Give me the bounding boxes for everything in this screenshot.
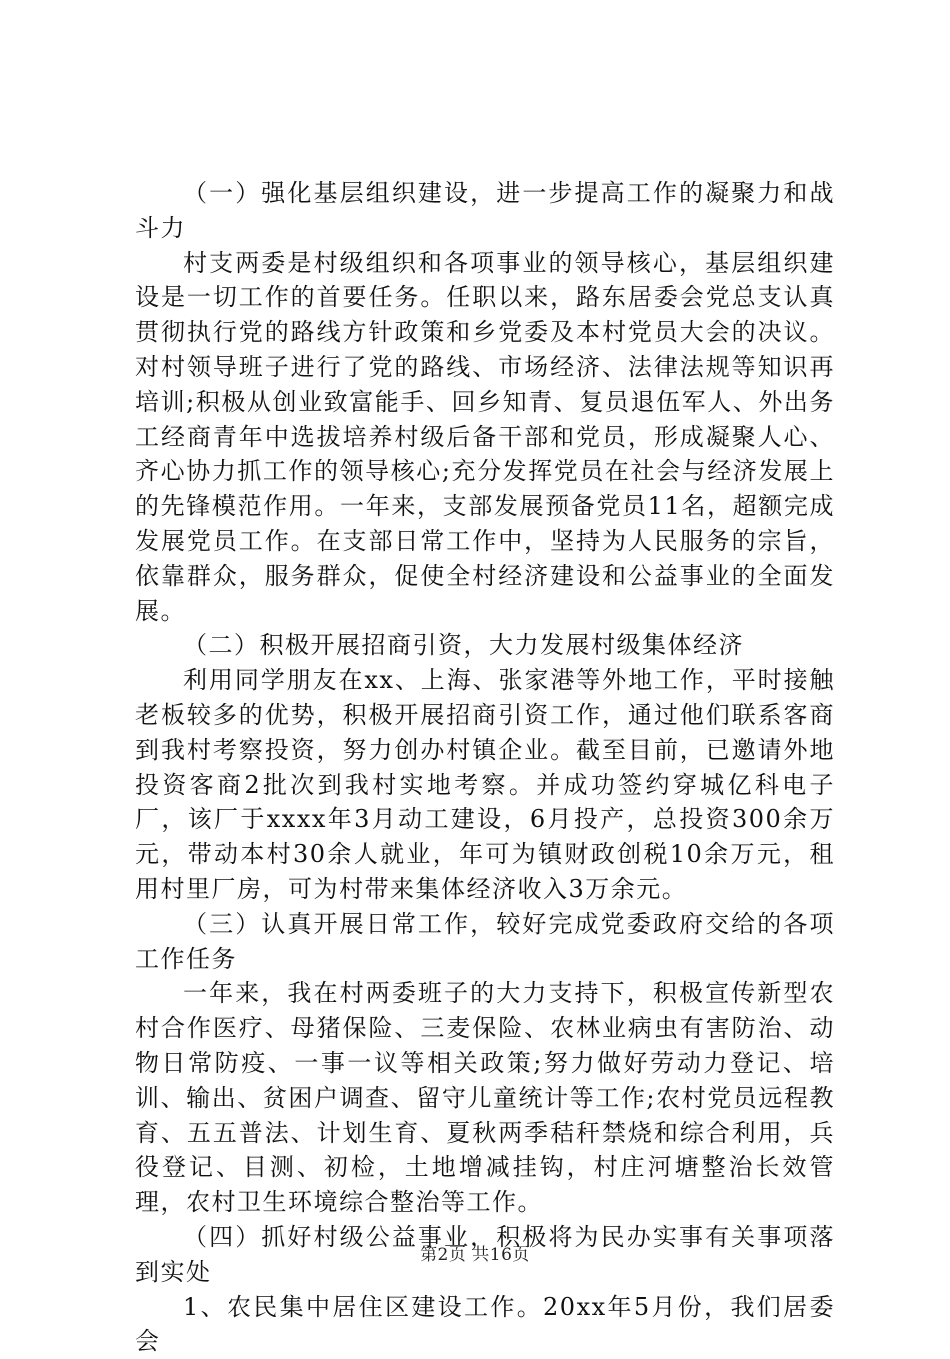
section-4-heading: （四）抓好村级公益事业，积极将为民办实事有关事项落到实处 xyxy=(135,1220,835,1290)
section-2-heading: （二）积极开展招商引资，大力发展村级集体经济 xyxy=(135,628,835,663)
section-2-paragraph: 利用同学朋友在xx、上海、张家港等外地工作，平时接触老板较多的优势，积极开展招商引资工作，通过他们联系客商到我村考察投资，努力创办村镇企业。截至目前，已邀请外地投资客商2批次到我村实地考察。并成功签约穿城亿科电子厂，该厂于xxxx年3月动工建设，6月投产，总投资300余万元，带动本村30余人就业，年可为镇财政创税10余万元，租用村里厂房，可为村带来集体经济收入3万余元。 xyxy=(135,663,835,907)
section-1-paragraph: 村支两委是村级组织和各项事业的领导核心，基层组织建设是一切工作的首要任务。任职以来，路东居委会党总支认真贯彻执行党的路线方针政策和乡党委及本村党员大会的决议。对村领导班子进行了党的路线、市场经济、法律法规等知识再培训;积极从创业致富能手、回乡知青、复员退伍军人、外出务工经商青年中选拔培养村级后备干部和党员，形成凝聚人心、齐心协力抓工作的领导核心;充分发挥党员在社会与经济发展上的先锋模范作用。一年来，支部发展预备党员11名，超额完成发展党员工作。在支部日常工作中，坚持为人民服务的宗旨，依靠群众，服务群众，促使全村经济建设和公益事业的全面发展。 xyxy=(135,246,835,629)
section-4-paragraph: 1、农民集中居住区建设工作。20xx年5月份，我们居委会 xyxy=(135,1290,835,1359)
section-3-paragraph: 一年来，我在村两委班子的大力支持下，积极宣传新型农村合作医疗、母猪保险、三麦保险、农林业病虫有害防治、动物日常防疫、一事一议等相关政策;努力做好劳动力登记、培训、输出、贫困户调查、留守儿童统计等工作;农村党员远程教育、五五普法、计划生育、夏秋两季秸秆禁烧和综合利用，兵役登记、目测、初检，土地增减挂钩，村庄河塘整治长效管理，农村卫生环境综合整治等工作。 xyxy=(135,976,835,1220)
section-1-heading: （一）强化基层组织建设，进一步提高工作的凝聚力和战斗力 xyxy=(135,176,835,246)
document-body xyxy=(135,176,835,1359)
section-3-heading: （三）认真开展日常工作，较好完成党委政府交给的各项工作任务 xyxy=(135,907,835,977)
page-number-footer: 第2页 共16页 xyxy=(0,1240,950,1265)
